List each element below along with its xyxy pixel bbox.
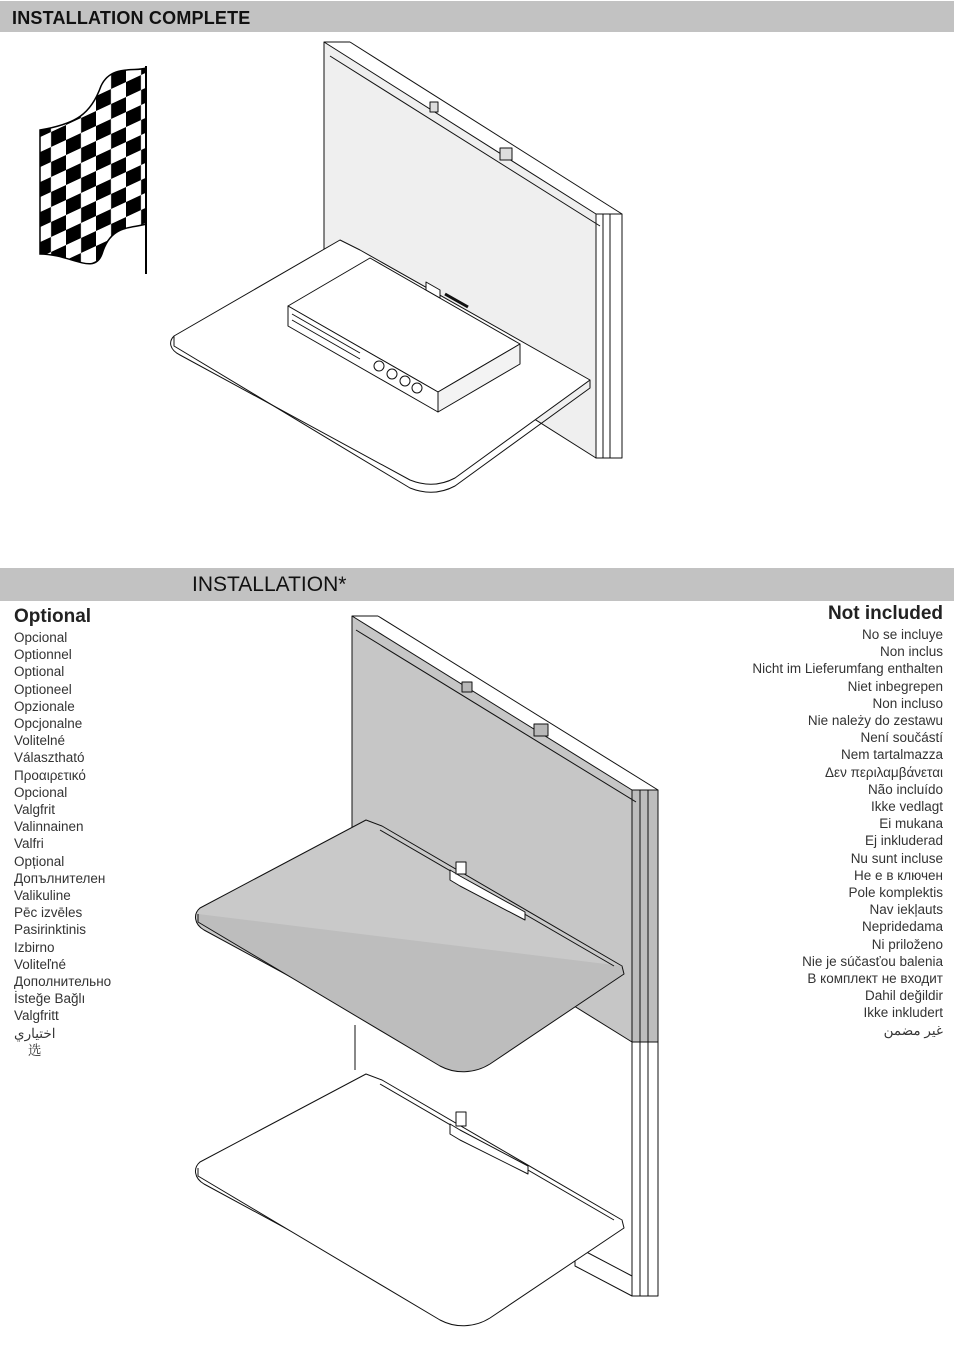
list-item: اختياري	[14, 1025, 56, 1041]
list-item: Opcional	[14, 630, 68, 645]
list-item: Opcjonalne	[14, 716, 83, 732]
list-item: No se incluye	[861, 627, 943, 642]
list-item: Valgfritt	[14, 1008, 59, 1024]
list-item: Ikke inkludert	[863, 1005, 943, 1021]
list-item: Não incluído	[867, 781, 943, 797]
list-item: Допълнителен	[14, 870, 106, 886]
list-item: Pole komplektis	[848, 885, 943, 901]
list-item: Ej inkluderad	[864, 833, 943, 849]
list-item: Optional	[14, 664, 65, 680]
list-item: Nie należy do zestawu	[807, 713, 943, 729]
list-item: Valgfrit	[14, 802, 56, 818]
list-item: Választható	[14, 750, 85, 766]
list-item: Valikuline	[14, 888, 71, 904]
list-item: Optioneel	[14, 681, 72, 697]
installation-illustration	[0, 590, 954, 1350]
list-item: Nie je súčasťou balenia	[802, 953, 943, 969]
section-title-complete: INSTALLATION COMPLETE	[12, 8, 251, 28]
list-item: Ikke vedlagt	[870, 799, 943, 815]
list-item: İsteğe Bağlı	[14, 991, 86, 1007]
list-item: Niet inbegrepen	[847, 678, 943, 694]
list-item: Opcional	[14, 784, 68, 800]
list-item: Nav iekļauts	[869, 902, 943, 918]
list-item: Nem tartalmazza	[840, 747, 943, 763]
list-item: Optionnel	[14, 647, 72, 663]
list-item: Dahil değildir	[864, 988, 943, 1004]
list-item: Pasirinktinis	[14, 922, 87, 938]
list-item: Дополнительно	[14, 974, 112, 990]
list-item: Ei mukana	[879, 816, 943, 832]
list-item: Valinnainen	[14, 819, 84, 835]
list-item: Nu sunt incluse	[850, 850, 943, 866]
list-item: Volitelné	[14, 733, 66, 749]
list-item: Opțional	[14, 853, 65, 869]
list-item: Voliteľné	[14, 956, 66, 972]
not-included-heading: Not included	[827, 603, 943, 624]
list-item: Non incluso	[872, 695, 943, 711]
list-item: Opzionale	[14, 698, 75, 714]
list-item: Valfri	[14, 836, 44, 852]
list-item: Ni priloženo	[871, 936, 943, 952]
list-item: Δεν περιλαμβάνεται	[825, 764, 943, 780]
list-item: غير مضمن	[883, 1022, 943, 1038]
list-item: Není součástí	[860, 730, 943, 746]
section-title-installation: INSTALLATION*	[192, 573, 347, 596]
installation-complete-illustration	[0, 0, 954, 560]
list-item: 选	[28, 1042, 42, 1058]
list-item: В комплект не входит	[807, 971, 943, 987]
list-item: Не е в ключен	[854, 867, 943, 883]
list-item: Non inclus	[879, 644, 943, 660]
optional-heading: Optional	[14, 606, 92, 627]
list-item: Pēc izvēles	[14, 905, 83, 921]
list-item: Izbirno	[14, 939, 55, 955]
list-item: Nicht im Lieferumfang enthalten	[752, 661, 943, 677]
list-item: Προαιρετικό	[14, 767, 86, 783]
list-item: Nepridedama	[861, 919, 943, 935]
